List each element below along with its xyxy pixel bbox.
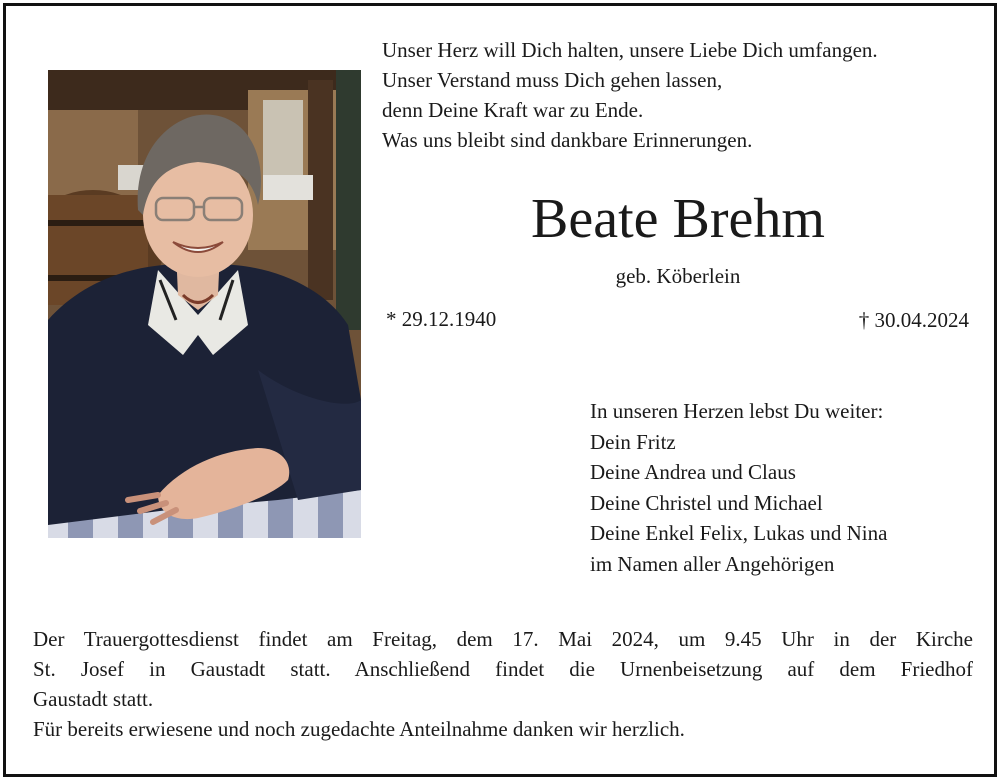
service-line: Für bereits erwiesene und noch zugedachte Anteilnahme danken wir herzlich. — [33, 717, 685, 741]
poem-line: Unser Herz will Dich halten, unsere Liebe Dich umfangen. — [382, 38, 878, 62]
poem-line: Unser Verstand muss Dich gehen lassen, — [382, 68, 723, 92]
service-line: Gaustadt statt. — [33, 687, 154, 711]
mourners-line: Deine Christel und Michael — [590, 490, 823, 515]
mourners-line: Deine Enkel Felix, Lukas und Nina — [590, 521, 888, 545]
poem-line: denn Deine Kraft war zu Ende. — [382, 98, 644, 122]
mourners-list — [590, 396, 887, 579]
birth-date: * 29.12.1940 — [386, 307, 497, 331]
service-line: Der Trauergottesdienst findet am Freitag, dem 17. Mai 2024, um 9.45 Uhr in der Kirche — [33, 627, 973, 651]
mourners-line: In unseren Herzen lebst Du weiter: — [590, 399, 884, 423]
maiden-name: geb. Köberlein — [615, 264, 741, 288]
deceased-name: Beate Brehm — [531, 188, 825, 250]
mourners-line: im Namen aller Angehörigen — [590, 551, 835, 576]
poem-line: Was uns bleibt sind dankbare Erinnerungen. — [382, 128, 753, 152]
service-line: St. Josef in Gaustadt statt. Anschließend findet die Urnenbeisetzung auf dem Friedhof — [33, 657, 973, 681]
mourners-line: Deine Andrea und Claus — [590, 460, 796, 484]
funeral-service-info — [33, 624, 973, 744]
portrait-photo — [48, 70, 361, 538]
mourners-line: Dein Fritz — [590, 429, 676, 454]
death-date: † 30.04.2024 — [858, 308, 969, 332]
poem-verse — [382, 35, 878, 155]
